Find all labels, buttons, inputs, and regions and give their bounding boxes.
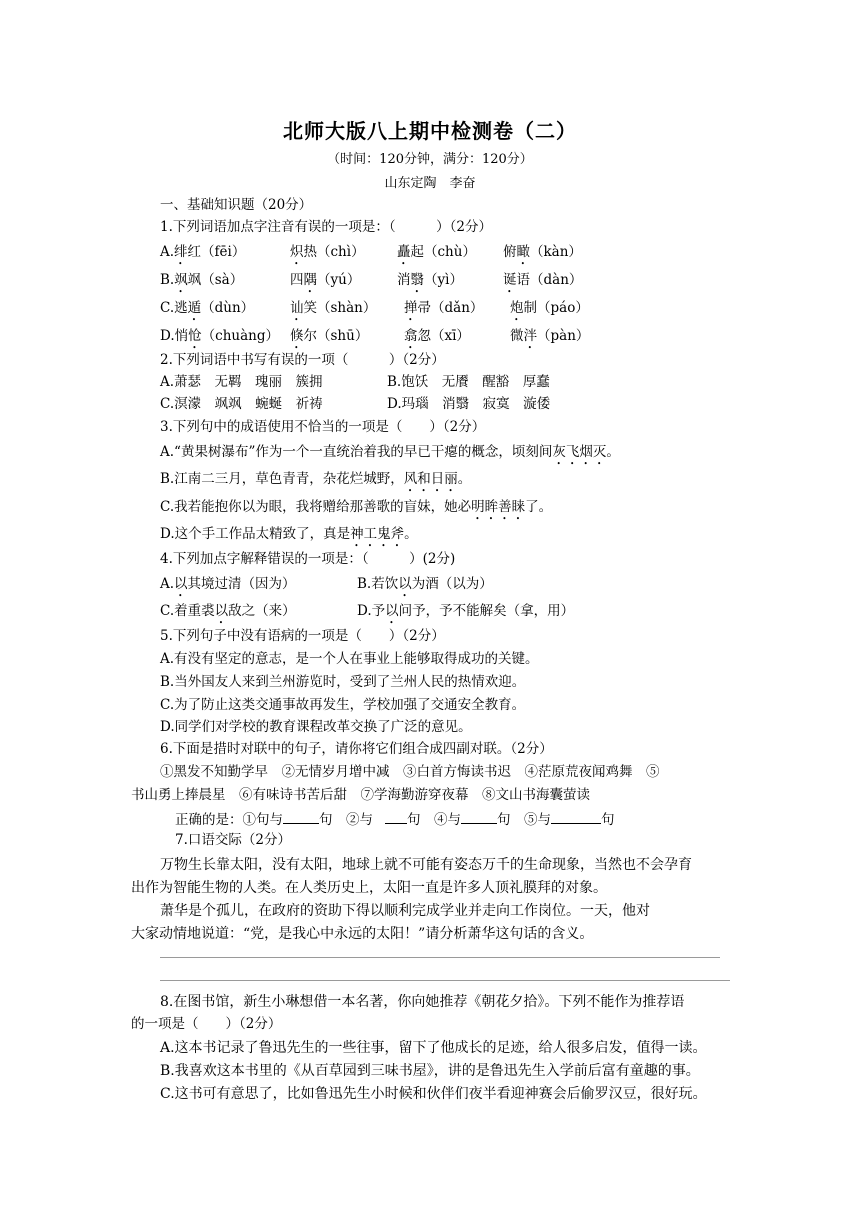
q6-answer-line: 正确的是：①句与 句 ②与 句 ④与 句 ⑤与 句 (175, 812, 615, 828)
question-6-stem: 6.下面是措时对联中的句子，请你将它们组合成四副对联。（2分） (160, 741, 553, 757)
blank-2[interactable] (385, 811, 407, 824)
q7-paragraph-2-line-1: 萧华是个孤儿，在政府的资助下得以顺利完成学业并走向工作岗位。一天，他对 (160, 903, 650, 919)
q2-option-d: D.玛瑙 消翳 寂寞 漩倭 (387, 396, 551, 412)
q7-paragraph-2-line-2: 大家动情地说道：“党，是我心中永远的太阳！”请分析萧华这句话的含义。 (131, 926, 594, 942)
q1-option-a2: 炽热（chì） (290, 244, 365, 260)
q1-option-d3: 翕忽（xī） (404, 328, 470, 344)
question-3-stem: 3.下列句中的成语使用不恰当的一项是（ ）（2分） (160, 419, 486, 435)
q5-option-d: D.同学们对学校的教育课程改革交换了广泛的意见。 (160, 719, 472, 735)
q1-option-b4: 诞语（dàn） (503, 272, 583, 288)
q1-option-c1: C.逃遁（dùn） (160, 300, 255, 316)
q4-option-a: A.以其境过清（因为） (160, 576, 296, 592)
section-heading: 一、基础知识题（20分） (160, 197, 313, 213)
q7-paragraph-1-line-2: 出作为智能生物的人类。在人类历史上，太阳一直是许多人顶礼膜拜的对象。 (131, 880, 607, 896)
question-2-stem: 2.下列词语中书写有误的一项（ ）（2分） (160, 352, 445, 368)
q4-option-d: D.予以问予，予不能解矣（拿，用） (357, 603, 575, 619)
q1-option-c3: 掸帚（dǎn） (404, 300, 484, 316)
question-1-stem: 1.下列词语加点字注音有误的一项是：（ ）（2分） (160, 219, 492, 235)
q6-couplets-line-1: ①黑发不知勤学早 ②无情岁月增中减 ③白首方悔读书迟 ④茫原荒夜闻鸡舞 ⑤ (160, 764, 660, 780)
q5-option-b: B.当外国友人来到兰州游览时，受到了兰州人民的热情欢迎。 (160, 674, 526, 690)
q4-option-b: B.若饮以为酒（以为） (357, 576, 493, 592)
q3-option-d: D.这个手工作品太精致了，真是神工鬼斧。 (160, 526, 418, 542)
q1-option-c4: 炮制（páo） (510, 300, 589, 316)
q1-option-d2: 倏尔（shū） (290, 328, 369, 344)
exam-info: （时间：120分钟，满分：120分） (327, 152, 533, 167)
blank-3[interactable] (461, 811, 497, 824)
blank-4[interactable] (551, 811, 601, 824)
q5-option-a: A.有没有坚定的意志，是一个人在事业上能够取得成功的关键。 (160, 651, 539, 667)
q3-option-b: B.江南二三月，草色青青，杂花烂城野，风和日丽。 (160, 471, 472, 487)
q2-option-b: B.饱饫 无餍 醒豁 厚蠢 (387, 374, 550, 390)
q1-option-a1: A.绯红（fēi） (160, 244, 246, 260)
q1-option-b1: B.飒飒（sà） (160, 272, 244, 288)
question-7-stem: 7.口语交际（2分） (175, 832, 291, 848)
q8-option-b: B.我喜欢这本书里的《从百草园到三味书屋》，讲的是鲁迅先生入学前后富有童趣的事。 (160, 1063, 700, 1079)
q6-couplets-line-2: 书山勇上捧晨星 ⑥有味诗书苦后甜 ⑦学海勤游穿夜幕 ⑧文山书海囊萤读 (131, 787, 590, 803)
q1-option-d1: D.悄怆（chuàng） (160, 328, 279, 344)
q1-option-b2: 四隅（yú） (290, 272, 361, 288)
q8-option-c: C.这书可有意思了，比如鲁迅先生小时候和伙伴们夜半看迎神赛会后偷罗汉豆，很好玩。 (160, 1086, 707, 1102)
question-8-stem-line-2: 的一项是（ ）（2分） (131, 1016, 282, 1032)
q1-option-a4: 俯瞰（kàn） (503, 244, 582, 260)
q1-option-d4: 微泮（pàn） (510, 328, 590, 344)
q5-option-c: C.为了防止这类交通事故再发生，学校加强了交通安全教育。 (160, 697, 526, 713)
q1-option-a3: 矗起（chù） (397, 244, 476, 260)
q8-option-a: A.这本书记录了鲁迅先生的一些往事，留下了他成长的足迹，给人很多启发，值得一读。 (160, 1040, 707, 1056)
answer-line-1[interactable] (160, 957, 720, 958)
q3-option-a: A.“黄果树瀑布”作为一个一直统治着我的早已干瘪的概念，顷刻间灰飞烟灭。 (160, 444, 620, 460)
q7-paragraph-1-line-1: 万物生长靠太阳，没有太阳，地球上就不可能有姿态万千的生命现象，当然也不会孕育 (160, 857, 692, 873)
question-8-stem-line-1: 8.在图书馆，新生小琳想借一本名著，你向她推荐《朝花夕拾》。下列不能作为推荐语 (160, 994, 685, 1010)
answer-line-2[interactable] (160, 980, 730, 981)
question-4-stem: 4.下列加点字解释错误的一项是：（ ）(2分) (160, 551, 456, 567)
blank-1[interactable] (283, 811, 319, 824)
q3-option-c: C.我若能抱你以为眼，我将赠给那善歌的盲妹，她必明眸善睐了。 (160, 499, 553, 515)
q2-option-a: A.萧瑟 无羁 瑰丽 簇拥 (160, 374, 323, 390)
q2-option-c: C.溟濛 飒飒 蜿蜒 祈祷 (160, 396, 323, 412)
author: 山东定陶 李奋 (384, 176, 476, 191)
q1-option-c2: 讪笑（shàn） (290, 300, 377, 316)
question-5-stem: 5.下列句子中没有语病的一项是（ ）（2分） (160, 628, 445, 644)
q1-option-b3: 消翳（yì） (397, 272, 463, 288)
page-title: 北师大版八上期中检测卷（二） (283, 119, 577, 143)
q4-option-c: C.着重裘以敌之（来） (160, 603, 296, 619)
